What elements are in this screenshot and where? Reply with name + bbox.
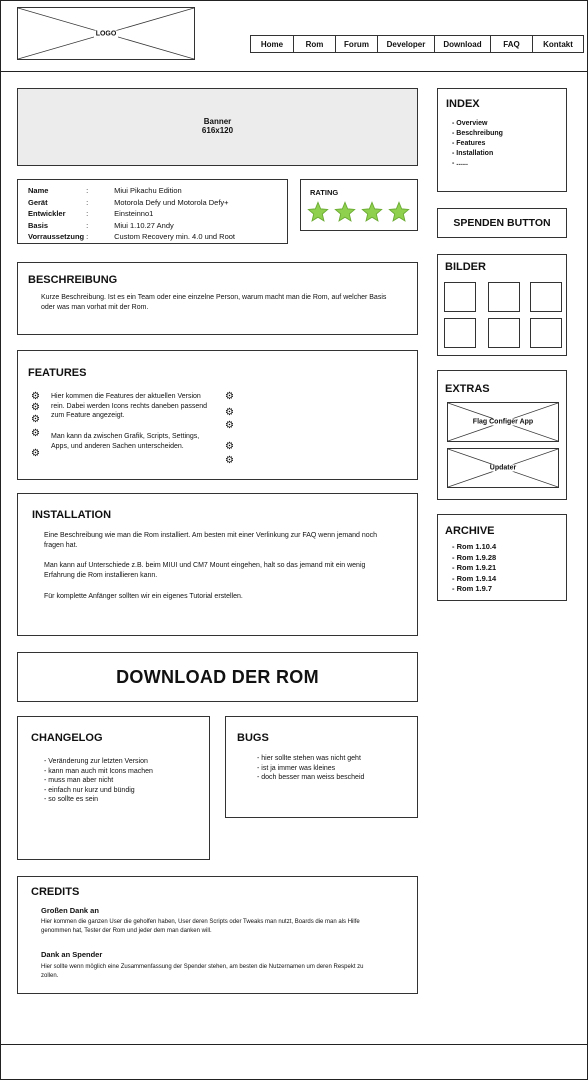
archive-box xyxy=(437,514,567,601)
rom-info xyxy=(17,179,288,244)
nav-download[interactable]: Download xyxy=(435,36,491,52)
beschreibung-section xyxy=(17,262,418,335)
info-label: Entwickler xyxy=(28,209,66,218)
info-sep: : xyxy=(86,232,89,241)
logo[interactable] xyxy=(17,7,195,60)
nav-developer[interactable]: Developer xyxy=(378,36,435,52)
nav-home[interactable]: Home xyxy=(251,36,294,52)
info-sep: : xyxy=(86,220,89,230)
installation-para1: Eine Beschreibung wie man die Rom installiert. Am besten mit einer Verlinkung zur FAQ wenn jemand noch fragen hat. xyxy=(44,532,378,549)
beschreibung-text: Kurze Beschreibung. Ist es ein Team oder eine einzelne Person, warum macht man die Rom, auf welcher Basis oder was man vorhat mit der Rom. xyxy=(41,294,387,311)
info-row xyxy=(27,208,236,220)
features-title: FEATURES xyxy=(28,367,87,379)
bilder-box xyxy=(437,254,567,356)
nav-kontakt[interactable]: Kontakt xyxy=(543,39,573,49)
bugs-list xyxy=(257,754,412,783)
info-label: Basis xyxy=(28,220,49,230)
extras-title: EXTRAS xyxy=(445,383,490,395)
star-icon[interactable] xyxy=(361,201,383,223)
archive-item[interactable]: - Rom 1.10.4 xyxy=(452,542,497,551)
info-label: Name xyxy=(28,186,49,195)
extra-updater[interactable] xyxy=(447,448,559,488)
gear-icon: ⚙ xyxy=(225,407,234,418)
rating-box xyxy=(300,179,418,231)
index-list xyxy=(452,119,503,169)
image-thumbnail[interactable] xyxy=(488,282,520,312)
main-nav xyxy=(250,35,584,53)
nav-faq[interactable]: FAQ xyxy=(491,36,533,52)
info-sep: : xyxy=(86,197,89,207)
index-item-installation[interactable]: - Installation xyxy=(452,150,494,157)
index-item-features[interactable]: - Features xyxy=(452,140,486,147)
credits-text1: Hier kommen die ganzen User die geholfen haben, User deren Scripts oder Tweaks man nutzt, Boards die man als Hilfe genommen hat, Tester der Rom und jeder dem man danken will. xyxy=(41,919,360,934)
star-icon[interactable] xyxy=(388,201,410,223)
archive-title: ARCHIVE xyxy=(445,525,495,537)
info-row xyxy=(27,185,236,197)
image-thumbnail[interactable] xyxy=(444,282,476,312)
info-value: Motorola Defy und Motorola Defy+ xyxy=(114,197,229,207)
info-value: Miui 1.10.27 Andy xyxy=(114,220,174,230)
extra-flag-configer[interactable] xyxy=(447,402,559,442)
credits-title: CREDITS xyxy=(31,886,80,898)
list-item: - Veränderung zur letzten Version xyxy=(44,758,148,765)
features-para2: Man kann da zwischen Grafik, Scripts, Settings, Apps, und anderen Sachen unterscheiden. xyxy=(51,433,200,450)
extra-flag-configer-label: Flag Configer App xyxy=(472,418,534,426)
extras-box xyxy=(437,370,567,500)
list-item: - einfach nur kurz und bündig xyxy=(44,786,135,794)
donate-label: SPENDEN BUTTON xyxy=(453,217,551,229)
credits-sub1: Großen Dank an xyxy=(41,906,99,915)
credits-sub2: Dank an Spender xyxy=(41,950,103,959)
gear-icon: ⚙ xyxy=(225,441,234,452)
gear-icon: ⚙ xyxy=(31,428,40,439)
list-item: - doch besser man weiss bescheid xyxy=(257,774,365,781)
gear-icon: ⚙ xyxy=(225,391,234,402)
info-value: Custom Recovery min. 4.0 und Root xyxy=(114,232,236,241)
archive-item[interactable]: - Rom 1.9.21 xyxy=(452,563,497,572)
bugs-title: BUGS xyxy=(237,732,269,744)
index-box xyxy=(437,88,567,192)
banner-title: Banner xyxy=(203,117,232,126)
installation-para3: Für komplette Anfänger sollten wir ein eigenes Tutorial erstellen. xyxy=(44,593,243,600)
index-item-overview[interactable]: - Overview xyxy=(452,120,488,127)
archive-item[interactable]: - Rom 1.9.28 xyxy=(452,552,497,562)
archive-list xyxy=(452,542,496,595)
image-thumbnail[interactable] xyxy=(530,282,562,312)
index-title: INDEX xyxy=(446,98,480,110)
nav-forum[interactable]: Forum xyxy=(336,36,378,52)
list-item: - muss man aber nicht xyxy=(44,777,114,784)
extra-updater-label: Updater xyxy=(489,464,517,472)
info-sep: : xyxy=(86,186,89,195)
banner xyxy=(17,88,418,166)
footer-divider xyxy=(0,1044,588,1045)
download-label: DOWNLOAD DER ROM xyxy=(116,666,319,687)
nav-rom[interactable]: Rom xyxy=(294,36,336,52)
gear-icon: ⚙ xyxy=(31,414,40,425)
info-sep: : xyxy=(86,209,89,218)
image-thumbnail[interactable] xyxy=(488,318,520,348)
gear-icon: ⚙ xyxy=(225,420,234,431)
download-button[interactable] xyxy=(17,652,418,702)
archive-item[interactable]: - Rom 1.9.7 xyxy=(452,584,493,593)
image-thumbnail[interactable] xyxy=(444,318,476,348)
gear-icon: ⚙ xyxy=(31,402,40,413)
header-divider xyxy=(0,71,588,72)
image-thumbnail[interactable] xyxy=(530,318,562,348)
gear-icon: ⚙ xyxy=(225,455,234,466)
credits-section xyxy=(17,876,418,994)
banner-size: 616x120 xyxy=(201,126,234,135)
installation-section xyxy=(17,493,418,636)
info-value: Einsteinno1 xyxy=(114,209,154,218)
star-icon[interactable] xyxy=(334,201,356,223)
index-item-more[interactable]: - ...... xyxy=(452,160,468,167)
installation-title: INSTALLATION xyxy=(32,509,112,521)
changelog-list xyxy=(44,757,204,805)
features-para1: Hier kommen die Features der aktuellen Version rein. Dabei werden Icons rechts daneben passend zum Feature angezeigt. xyxy=(51,393,208,419)
changelog-section xyxy=(17,716,210,860)
donate-button[interactable] xyxy=(437,208,567,238)
credits-text2: Hier sollte wenn möglich eine Zusammenfassung der Spender stehen, am besten die Nutzernamen um deren Respekt zu zollen. xyxy=(41,964,364,979)
installation-para2: Man kann auf Unterschiede z.B. beim MIUI und CM7 Mount eingehen, halt so das jemand mit ein wenig Erfahrung die Rom installieren kann. xyxy=(44,562,366,579)
rating-title: RATING xyxy=(310,188,339,197)
list-item: - ist ja immer was kleines xyxy=(257,764,336,772)
info-label: Vorraussetzung xyxy=(28,232,85,241)
archive-item[interactable]: - Rom 1.9.14 xyxy=(452,573,497,583)
beschreibung-title: BESCHREIBUNG xyxy=(28,274,118,286)
features-section xyxy=(17,350,418,480)
bilder-title: BILDER xyxy=(445,261,486,273)
info-row xyxy=(27,220,236,232)
list-item: - so sollte es sein xyxy=(44,796,99,803)
info-row xyxy=(27,231,236,243)
gear-icon: ⚙ xyxy=(31,391,40,402)
list-item: - kann man auch mit Icons machen xyxy=(44,767,153,775)
bugs-section xyxy=(225,716,418,818)
list-item: - hier sollte stehen was nicht geht xyxy=(257,755,361,762)
star-icon[interactable] xyxy=(307,201,329,223)
index-item-beschreibung[interactable]: - Beschreibung xyxy=(452,130,503,137)
info-row xyxy=(27,197,236,209)
info-label: Gerät xyxy=(28,197,48,207)
gear-icon: ⚙ xyxy=(31,448,40,459)
changelog-title: CHANGELOG xyxy=(31,732,103,744)
info-value: Miui Pikachu Edition xyxy=(114,186,182,195)
logo-text: LOGO xyxy=(95,30,117,37)
info-table xyxy=(27,185,236,243)
